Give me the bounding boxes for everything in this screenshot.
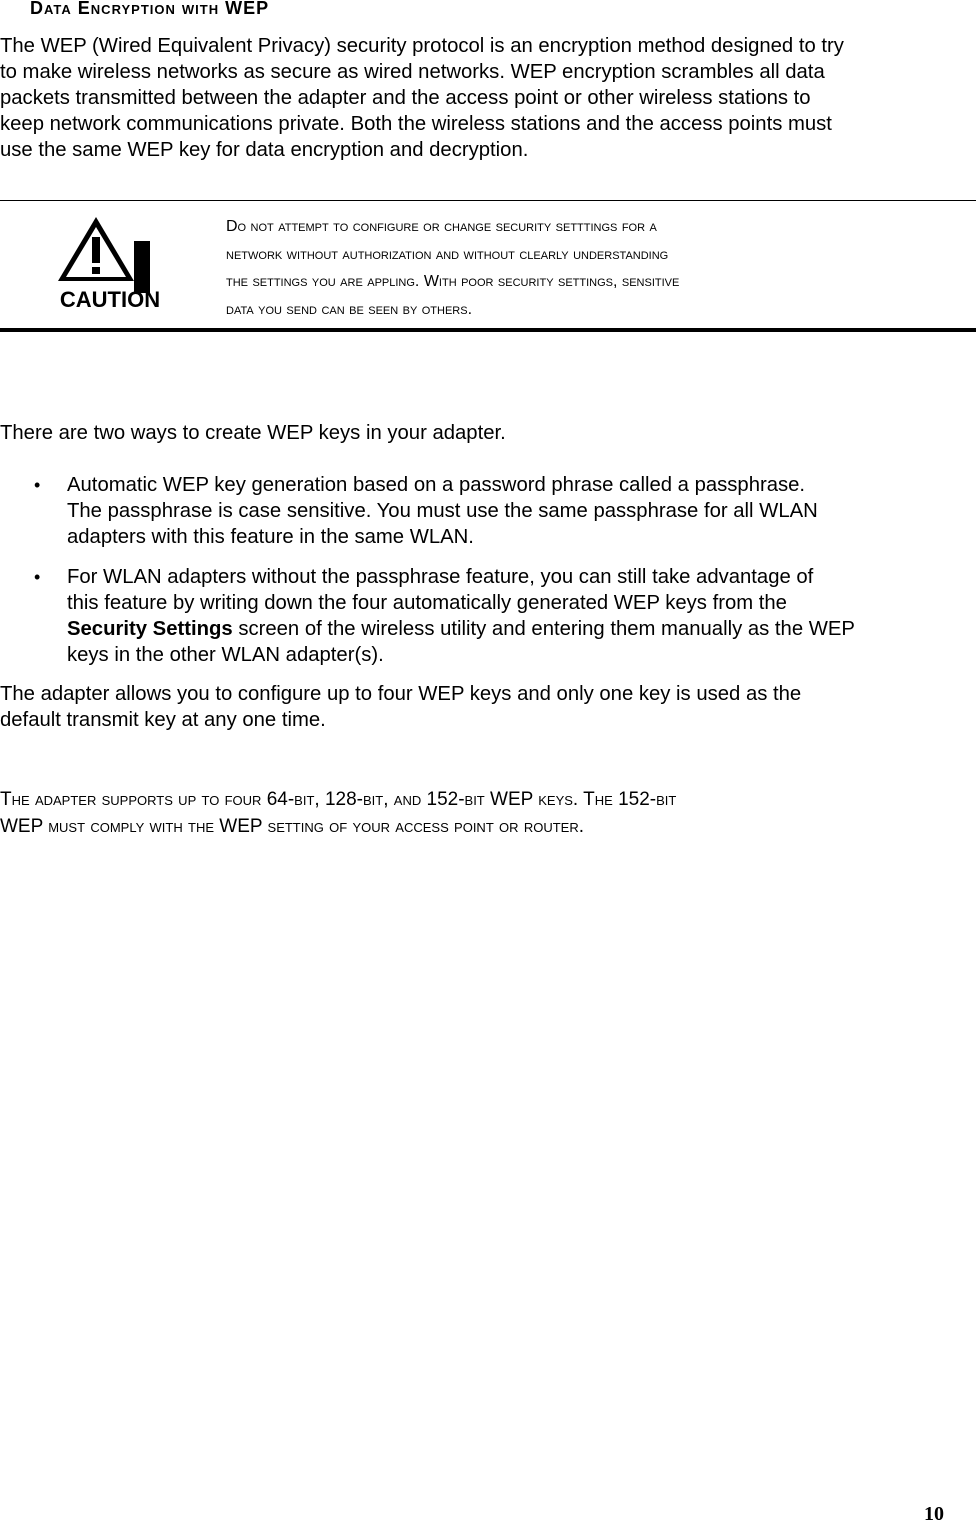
caution-text: Do not attempt to configure or change security setttings for a network without authorization and without clearly understanding the settings you are appling. With poor security settings, sensitive data you send can be seen by others.: [226, 218, 680, 318]
page-number: 10: [924, 1503, 944, 1525]
list-item: [0, 564, 976, 668]
wep-key-methods-list: [0, 472, 976, 682]
bullet-icon: •: [34, 567, 41, 587]
ways-intro: There are two ways to create WEP keys in your adapter.: [0, 422, 506, 444]
bullet-text: Automatic WEP key generation based on a password phrase called a passphrase. The passphrase is case sensitive. You must use the same passphrase for all WLAN adapters with this feature in the same WLAN.: [67, 474, 818, 548]
wep-keys-paragraph: The adapter allows you to configure up to four WEP keys and only one key is used as the default transmit key at any one time.: [0, 683, 802, 731]
bullet-text: [67, 564, 957, 668]
bullet-text-part: For WLAN adapters without the passphrase feature, you can still take advantage of this feature by writing down the four automatically generated WEP keys from the: [67, 566, 814, 614]
intro-paragraph: The WEP (Wired Equivalent Privacy) security protocol is an encryption method designed to try to make wireless networks as secure as wired networks. WEP encryption scrambles all data packets transmitted between the adapter and the access point or other wireless stations to keep network communications private. Both the wireless stations and the access points must use the same WEP key for data encryption and decryption.: [0, 35, 844, 161]
wep-support-note: The adapter supports up to four 64-bit, 128-bit, and 152-bit WEP keys. The 152-bit WEP must comply with the WEP setting of your access point or router.: [0, 789, 677, 837]
caution-icon: [52, 213, 168, 313]
section-heading: Data Encryption with WEP: [30, 0, 270, 18]
bullet-text-part: screen of the wireless utility and entering them manually as the WEP keys in the other WLAN adapter(s).: [67, 618, 855, 666]
caution-label: CAUTION: [59, 287, 161, 312]
caution-box: [0, 200, 976, 332]
security-settings-term: Security Settings: [67, 618, 233, 640]
list-item: [0, 472, 976, 550]
bullet-icon: •: [34, 475, 41, 495]
